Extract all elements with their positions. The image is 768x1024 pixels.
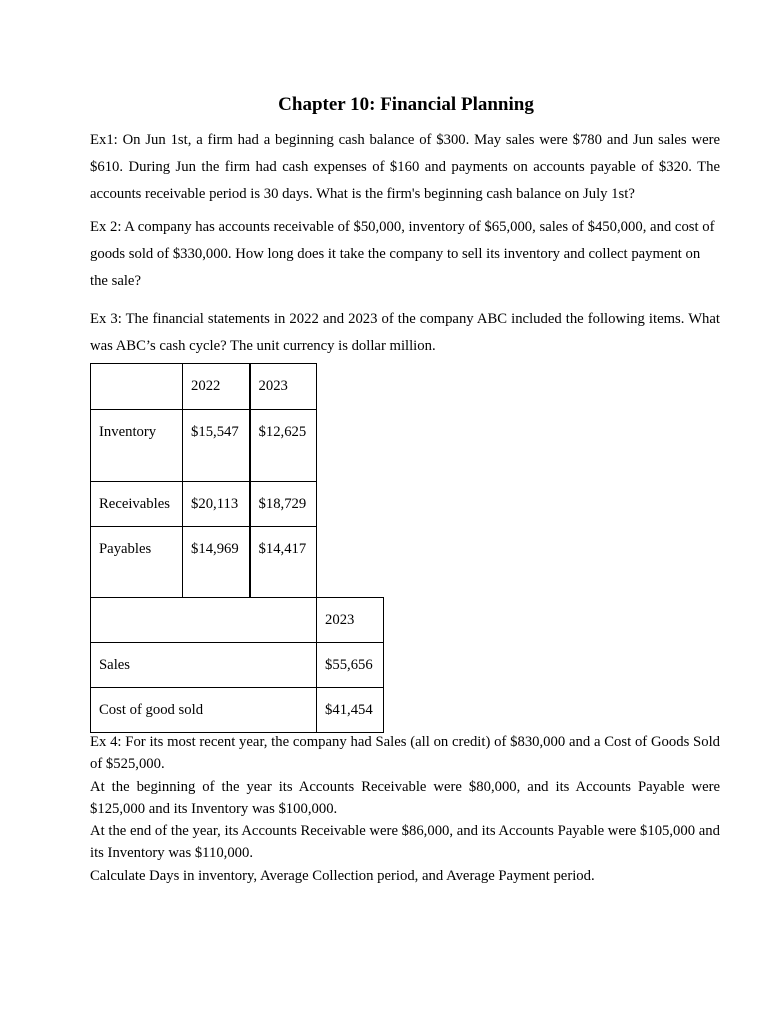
balance-items-table — [90, 363, 317, 598]
cell-2023: $12,625 — [250, 410, 317, 482]
exercise-4-line: At the end of the year, its Accounts Receivable were $86,000, and its Accounts Payable were $105,000 and its Inventory was $110,000. — [90, 823, 720, 862]
row-label: Sales — [91, 643, 317, 688]
table-header-row — [91, 364, 317, 410]
exercise-4-line: Ex 4: For its most recent year, the company had Sales (all on credit) of $830,000 and a Cost of Goods Sold of $525,000. — [90, 734, 720, 773]
row-label: Receivables — [91, 482, 183, 527]
table-row — [91, 688, 384, 733]
exercise-4-line: At the beginning of the year its Accounts Receivable were $80,000, and its Accounts Payable were $125,000 and its Inventory was $100,000. — [90, 778, 720, 817]
table-header-cell: 2023 — [317, 598, 384, 643]
cell-2022: $15,547 — [183, 410, 250, 482]
exercise-3-text: Ex 3: The financial statements in 2022 and 2023 of the company ABC included the following items. What was ABC’s cash cycle? The unit currency is dollar million. — [90, 311, 720, 354]
income-items-table — [90, 597, 384, 733]
table-header-cell — [91, 364, 183, 410]
cell-2023: $14,417 — [250, 527, 317, 598]
exercise-4-text — [90, 731, 720, 887]
table-header-row — [91, 598, 384, 643]
table-row — [91, 482, 317, 527]
table-header-cell: 2022 — [183, 364, 250, 410]
table-header-cell: 2023 — [250, 364, 317, 410]
cell-2023: $18,729 — [250, 482, 317, 527]
cell-2022: $14,969 — [183, 527, 250, 598]
table-row — [91, 527, 317, 598]
table-header-cell — [91, 598, 317, 643]
row-label: Inventory — [91, 410, 183, 482]
exercise-1-text: Ex1: On Jun 1st, a firm had a beginning cash balance of $300. May sales were $780 and Jun sales were $610. During Jun the firm had cash expenses of $160 and payments on accounts payable of $320. The accounts receivable period is 30 days. What is the firm's beginning cash balance on July 1st? — [90, 132, 720, 202]
table-row — [91, 643, 384, 688]
cell-2023: $55,656 — [317, 643, 384, 688]
page-title: Chapter 10: Financial Planning — [278, 94, 534, 115]
row-label: Cost of good sold — [91, 688, 317, 733]
cell-2022: $20,113 — [183, 482, 250, 527]
table-row — [91, 410, 317, 482]
exercise-4-line: Calculate Days in inventory, Average Collection period, and Average Payment period. — [90, 867, 595, 884]
row-label: Payables — [91, 527, 183, 598]
cell-2023: $41,454 — [317, 688, 384, 733]
exercise-2-text: Ex 2: A company has accounts receivable of $50,000, inventory of $65,000, sales of $450,000, and cost of goods sold of $330,000. How long does it take the company to sell its inventory and collect payment on the sale? — [90, 219, 715, 289]
